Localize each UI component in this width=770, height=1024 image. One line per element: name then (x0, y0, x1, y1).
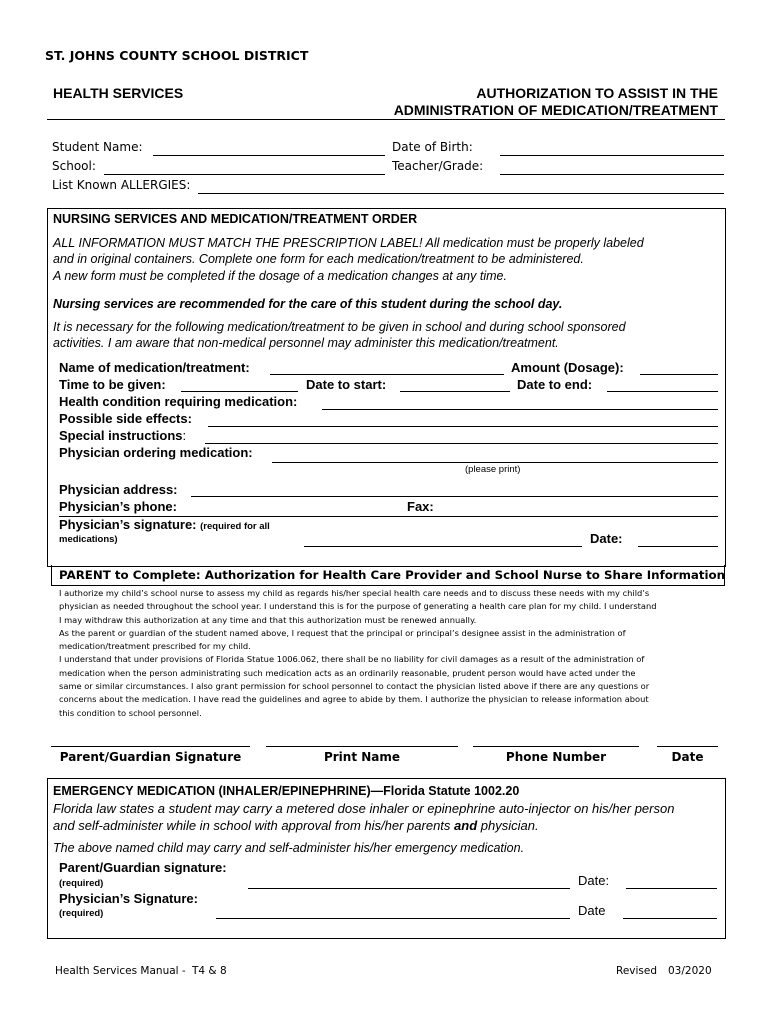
student-name-label: Student Name: (52, 140, 143, 154)
parent-line: As the parent or guardian of the student named above, I request that the principal or principal’s designee assist in the administration of (59, 627, 626, 638)
physician-sig-date-label: Date: (590, 531, 623, 546)
dob-label: Date of Birth: (392, 140, 473, 154)
print-name-label: Print Name (323, 750, 401, 764)
amount-label: Amount (Dosage): (511, 360, 624, 375)
fax-label: Fax: (407, 499, 434, 514)
date-start-label: Date to start: (306, 377, 387, 392)
emergency-date-label-1: Date: (578, 873, 610, 888)
physician-signature-field[interactable] (304, 546, 582, 547)
emergency-date-field-1[interactable] (626, 888, 717, 889)
emergency-text-2 (53, 818, 539, 833)
parent-signature-label: Parent/Guardian Signature (59, 750, 242, 764)
signature-note-1: (required for all (200, 521, 270, 532)
physician-signature-text: Physician’s signature: (59, 517, 197, 532)
footer-revised: Revised (616, 965, 658, 977)
dob-field[interactable] (500, 155, 724, 156)
condition-label: Health condition requiring medication: (59, 394, 298, 409)
emergency-text-2-and: and (454, 818, 478, 833)
parent-guardian-signature-label: Parent/Guardian signature: (59, 860, 227, 875)
med-name-field[interactable] (270, 374, 504, 375)
required-note-2: (required) (59, 908, 104, 919)
side-effects-label: Possible side effects: (59, 411, 192, 426)
parent-date-label: Date (671, 750, 704, 764)
necessary-text-2: activities. I am aware that non-medical personnel may administer this medication/treatment. (53, 336, 559, 350)
date-start-field[interactable] (400, 391, 510, 392)
teacher-grade-label: Teacher/Grade: (392, 159, 484, 173)
parent-line: this condition to school personnel. (59, 707, 202, 718)
parent-line: I understand that under provisions of Florida Statue 1006.062, there shall be no liability for civil damages as a result of the administration of (59, 654, 645, 665)
special-label-colon: : (182, 428, 187, 443)
district-name: ST. JOHNS COUNTY SCHOOL DISTRICT (45, 48, 309, 63)
physician-sig-date-field[interactable] (638, 546, 718, 547)
parent-signature-field[interactable] (51, 746, 250, 747)
please-print-note: (please print) (465, 464, 521, 475)
parent-heading: PARENT to Complete: Authorization for Health Care Provider and School Nurse to Share Information (59, 568, 726, 582)
phone-number-field[interactable] (473, 746, 639, 747)
emergency-heading: EMERGENCY MEDICATION (INHALER/EPINEPHRINE)—Florida Statute 1002.20 (53, 784, 520, 798)
physician-emergency-signature-label: Physician’s Signature: (59, 891, 198, 906)
physician-address-field[interactable] (191, 496, 718, 497)
emergency-text-2c: physician. (477, 818, 539, 833)
parent-line: physician as needed throughout the school year. I understand this is for the purpose of generating a health care plan for my child. I understand (59, 601, 657, 612)
physician-ordering-label: Physician ordering medication: (59, 445, 253, 460)
parent-line: medication when the person administrating such medication acts as an ordinarily reasonable, prudent person would have acted under the (59, 667, 636, 678)
student-name-field[interactable] (153, 155, 385, 156)
special-instructions-field[interactable] (205, 443, 718, 444)
date-end-field[interactable] (607, 391, 718, 392)
recommend-text: Nursing services are recommended for the care of this student during the school day. (53, 297, 563, 311)
time-given-field[interactable] (181, 391, 298, 392)
label-notice-1: ALL INFORMATION MUST MATCH THE PRESCRIPTION LABEL! All medication must be properly labeled (53, 236, 644, 250)
date-end-label: Date to end: (517, 377, 593, 392)
necessary-text-1: It is necessary for the following medication/treatment to be given in school and during school sponsored (53, 320, 626, 334)
time-given-label: Time to be given: (59, 377, 166, 392)
allergies-label: List Known ALLERGIES: (52, 178, 191, 192)
emergency-date-field-2[interactable] (623, 918, 717, 919)
phone-number-label: Phone Number (505, 750, 607, 764)
footer-revised-date: 03/2020 (668, 965, 712, 977)
health-services-heading: HEALTH SERVICES (53, 85, 184, 101)
parent-line: I authorize my child’s school nurse to assess my child as regards his/her special health care needs and to discuss these needs with my child’s (59, 588, 650, 598)
physician-signature-label (59, 517, 270, 532)
physician-address-label: Physician address: (59, 482, 178, 497)
required-note-1: (required) (59, 878, 104, 889)
signature-note-2: medications) (59, 534, 118, 545)
physician-ordering-field[interactable] (272, 462, 718, 463)
special-label-text: Special instructions (59, 428, 183, 443)
emergency-text-3: The above named child may carry and self-administer his/her emergency medication. (53, 841, 525, 855)
teacher-grade-field[interactable] (500, 174, 724, 175)
parent-line: I may withdraw this authorization at any time and that this authorization must be renewed annually. (59, 614, 477, 625)
amount-field[interactable] (640, 374, 718, 375)
physician-phone-label: Physician’s phone: (59, 499, 177, 514)
label-notice-2: and in original containers. Complete one form for each medication/treatment to be administered. (53, 252, 584, 266)
form-title-line1: AUTHORIZATION TO ASSIST IN THE (476, 85, 718, 101)
school-field[interactable] (104, 174, 385, 175)
allergies-field[interactable] (198, 193, 724, 194)
parent-line: same or similar circumstances. I also grant permission for school personnel to contact the physician listed above if there are any questions or (59, 681, 650, 692)
form-title-line2: ADMINISTRATION OF MEDICATION/TREATMENT (393, 102, 718, 118)
emergency-text-2a: and self-administer while in school with approval from his/her parents (53, 818, 455, 833)
parent-line: concerns about the medication. I have read the guidelines and agree to abide by them. I authorize the physician to release information about (59, 694, 649, 705)
side-effects-field[interactable] (208, 426, 718, 427)
parent-emergency-signature-field[interactable] (248, 888, 570, 889)
med-name-label: Name of medication/treatment: (59, 360, 250, 375)
physician-emergency-signature-field[interactable] (216, 918, 570, 919)
special-instructions-label (59, 428, 186, 443)
footer-manual: Health Services Manual - (55, 965, 186, 977)
emergency-date-label-2: Date (578, 903, 606, 918)
parent-line: medication/treatment prescribed for my child. (59, 641, 251, 652)
footer-code: T4 & 8 (192, 965, 227, 977)
parent-date-field[interactable] (657, 746, 718, 747)
condition-field[interactable] (322, 409, 718, 410)
label-notice-3: A new form must be completed if the dosage of a medication changes at any time. (53, 269, 507, 283)
header-rule (47, 119, 725, 120)
nursing-heading: NURSING SERVICES AND MEDICATION/TREATMENT ORDER (53, 212, 418, 226)
school-label: School: (52, 159, 96, 173)
parent-authorization-text (59, 587, 724, 720)
emergency-text-1: Florida law states a student may carry a metered dose inhaler or epinephrine auto-injector on his/her person (53, 801, 675, 816)
print-name-field[interactable] (266, 746, 458, 747)
